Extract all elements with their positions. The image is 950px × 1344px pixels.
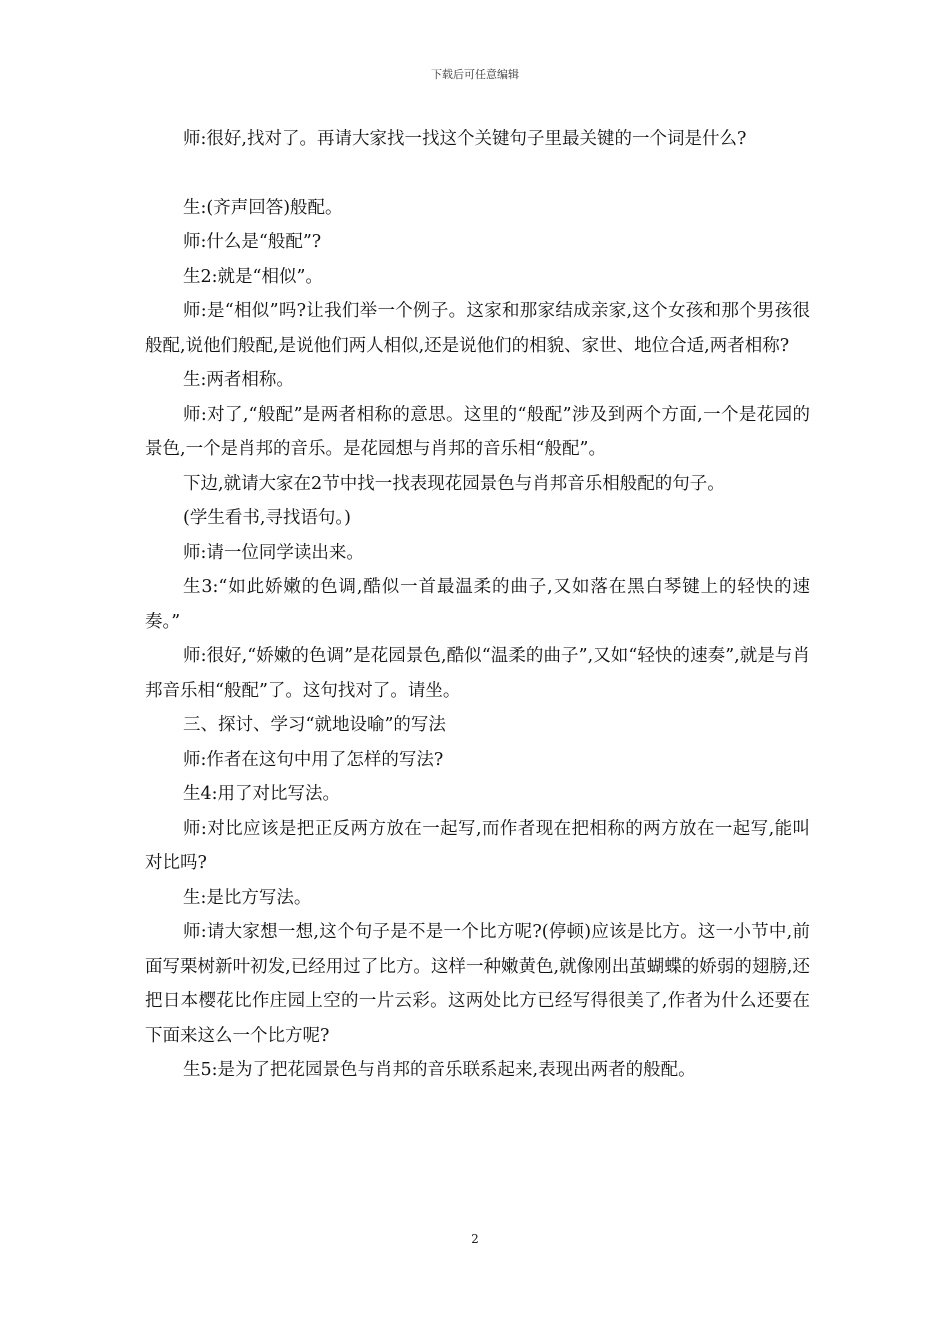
paragraph: 生4:用了对比写法。 (183, 784, 341, 804)
paragraph: 生:是比方写法。 (183, 887, 312, 908)
paragraph: 生2:就是“相似”。 (183, 266, 323, 287)
page-header: 下载后可任意编辑 (431, 68, 519, 81)
paragraph: 师:对比应该是把正反两方放在一起写,而作者现在把相称的两方放在一起写,能叫对比吗? (145, 818, 810, 873)
blank-line (145, 157, 810, 191)
paragraph: 师:请大家想一想,这个句子是不是一个比方呢?(停顿)应该是比方。这一小节中,前面写栗树新叶初发,已经用过了比方。这样一种嫩黄色,就像刚出茧蝴蝶的娇弱的翅膀,还把日本樱花比作庄园上空的一片云彩。这两处比方已经写得很美了,作者为什么还要在下面来这么一个比方呢? (145, 922, 810, 1046)
paragraph: 生:(齐声回答)般配。 (183, 197, 343, 218)
paragraph: 师:请一位同学读出来。 (183, 542, 364, 563)
page-number: 2 (471, 1232, 479, 1246)
paragraph: 师:很好,找对了。再请大家找一找这个关键句子里最关键的一个词是什么? (183, 129, 747, 149)
paragraph: 师:什么是“般配”? (183, 232, 322, 252)
section-heading: 三、探讨、学习“就地设喻”的写法 (183, 715, 446, 735)
paragraph: 生5:是为了把花园景色与肖邦的音乐联系起来,表现出两者的般配。 (183, 1060, 696, 1080)
document-body (145, 122, 810, 1088)
paragraph: 师:很好,“娇嫩的色调”是花园景色,酷似“温柔的曲子”,又如“轻快的速奏”,就是与肖邦音乐相“般配”了。这句找对了。请坐。 (145, 646, 810, 701)
paragraph: 生:两者相称。 (183, 370, 294, 390)
paragraph: 师:是“相似”吗?让我们举一个例子。这家和那家结成亲家,这个女孩和那个男孩很般配,说他们般配,是说他们两人相似,还是说他们的相貌、家世、地位合适,两者相称? (145, 301, 810, 356)
paragraph: (学生看书,寻找语句。) (183, 508, 351, 528)
paragraph: 生3:“如此娇嫩的色调,酷似一首最温柔的曲子,又如落在黑白琴键上的轻快的速奏。” (145, 577, 810, 632)
paragraph: 下边,就请大家在2节中找一找表现花园景色与肖邦音乐相般配的句子。 (183, 473, 725, 494)
paragraph: 师:对了,“般配”是两者相称的意思。这里的“般配”涉及到两个方面,一个是花园的景色,一个是肖邦的音乐。是花园想与肖邦的音乐相“般配”。 (145, 404, 810, 459)
paragraph: 师:作者在这句中用了怎样的写法? (183, 749, 444, 770)
